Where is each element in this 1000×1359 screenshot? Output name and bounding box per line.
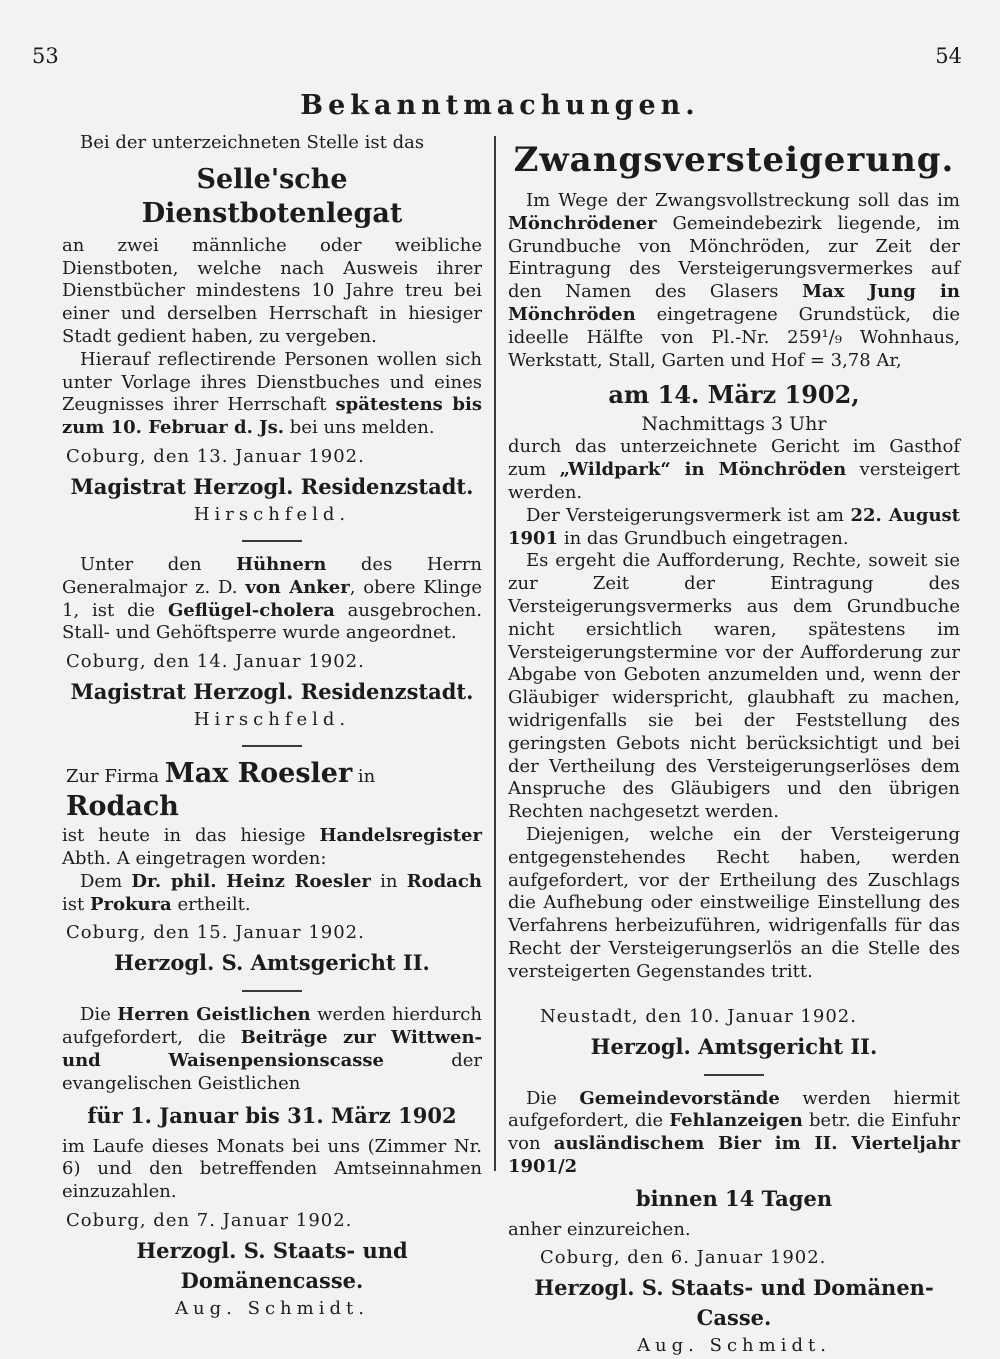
emphasis-text: Geflügel-cholera [168,600,335,621]
dateline: Coburg, den 7. Januar 1902. [66,1208,482,1234]
emphasis-text: Rodach [407,871,482,892]
notice-title: Selle'sche Dienstbotenlegat [62,163,482,231]
body-text: werden hiermit aufgefordert, die [508,1088,960,1132]
emphasis-text: Dr. phil. Heinz Roesler [131,871,371,892]
authority: Herzogl. Amtsgericht II. [508,1032,960,1062]
notice-body [62,825,482,871]
auction-date: am 14. März 1902, [508,380,960,410]
notice-body [508,505,960,551]
body-text: Gemeindebezirk liegende, im Grundbuche von Mönchröden, zur Zeit der Eintragung des Versteigerungsvermerkes auf den Namen des Glasers [508,213,960,302]
notice-body [62,871,482,917]
page-number-left: 53 [32,44,59,68]
notice-body: Diejenigen, welche ein der Versteigerung entgegenstehendes Recht haben, werden aufgefordert, vor der Ertheilung des Zuschlags die Aufhebung oder einstweilige Einstellung des Verfahrens herbeizuführen, widrigenfalls für das Recht der Versteigerungserlös an die Stelle des versteigerten Gegenstandes tritt. [508,824,960,984]
separator [242,990,302,992]
body-text: Die [80,1004,111,1025]
dateline: Coburg, den 15. Januar 1902. [66,920,482,946]
body-text: durch das unterzeichnete Gericht im Gasthof zum [508,436,960,480]
authority: Herzogl. S. Staats- und Domänen-Casse. [508,1273,960,1333]
notice-title: Zwangsversteigerung. [508,138,960,182]
period-line: für 1. Januar bis 31. März 1902 [62,1102,482,1130]
body-text: ausgebrochen. Stall- und Gehöftsperre wurde angeordnet. [62,600,482,644]
emphasis-text: von Anker [245,577,349,598]
body-text: Der Versteigerungsvermerk ist am [526,505,844,526]
notice-body: anher einzureichen. [508,1219,960,1242]
body-text: Zur Firma [66,766,159,787]
emphasis-text: Fehlanzeigen [669,1110,803,1131]
page-number-right: 54 [935,44,962,68]
left-column [62,132,482,1322]
notice-body [508,436,960,504]
authority: Magistrat Herzogl. Residenzstadt. [62,472,482,502]
body-text: in das Grundbuch eingetragen. [564,528,849,549]
signer: Hirschfeld. [62,502,482,528]
body-text: Unter den [80,554,202,575]
body-text: Dem [80,871,122,892]
body-text: in [380,871,397,892]
body-text: betr. die Einfuhr von [508,1110,960,1154]
notice-zwangsversteigerung [508,138,960,1062]
separator [704,1074,764,1076]
auction-time: Nachmittags 3 Uhr [508,412,960,436]
body-text: Hierauf reflectirende Personen wollen sich unter Vorlage ihres Dienstbuches und eines Zeugnisses ihrer Herrschaft [62,349,482,416]
firm-name: Max Roesler [165,758,352,789]
notice-gemeindevorstaende [508,1088,960,1359]
emphasis-text: ausländischem Bier im II. Vierteljahr 1901/2 [508,1133,960,1177]
separator [242,745,302,747]
notice-body: Es ergeht die Aufforderung, Rechte, soweit sie zur Zeit der Eintragung des Versteigerungsvermerks aus dem Grundbuche nicht ersichtlich waren, spätestens im Versteigerungstermine vor der Aufforderung zur Abgabe von Geboten anzumelden und, wenn der Gläubiger widerspricht, glaubhaft zu machen, widrigenfalls sie bei der Feststellung des geringsten Gebots nicht berücksichtigt und bei der Vertheilung des Versteigerungserlöses dem Anspruche des Gläubigers und den übrigen Rechten nachgesetzt werden. [508,550,960,824]
signer: Aug. Schmidt. [508,1333,960,1359]
body-text: Im Wege der Zwangsvollstreckung soll das im [526,190,960,211]
body-text: Die [526,1088,557,1109]
spacer [508,984,960,1000]
body-text: eingetragene Grundstück, die ideelle Hälfte von Pl.-Nr. 259¹/₉ Wohnhaus, Werkstatt, Stall, Garten und Hof = 3,78 Ar, [508,304,960,371]
notice-gefluegelcholera [62,554,482,733]
notice-body [62,349,482,440]
emphasis-text: Hühnern [236,554,326,575]
firm-line [62,759,482,825]
deadline-text: spätestens bis zum 10. Februar d. Js. [62,394,482,438]
notice-intro: Bei der unterzeichneten Stelle ist das [62,132,482,155]
emphasis-text: Gemeindevorstände [579,1088,779,1109]
emphasis-text: Max Jung in Mönchröden [508,281,960,325]
notice-body [62,554,482,645]
authority: Herzogl. S. Staats- und Domänencasse. [62,1236,482,1296]
body-text: des Herrn Generalmajor z. D. [62,554,482,598]
body-text: ertheilt. [177,894,250,915]
body-text: ist [62,894,84,915]
notice-body: an zwei männliche oder weibliche Dienstboten, welche nach Ausweis ihrer Dienstbücher mindestens 10 Jahre treu bei einer und derselben Herrschaft in hiesiger Stadt gedient haben, zu vergeben. [62,235,482,349]
notice-body: im Laufe dieses Monats bei uns (Zimmer Nr. 6) und den betreffenden Amtseinnahmen einzuzahlen. [62,1136,482,1204]
notice-pensionscasse [62,1004,482,1322]
notice-body [508,190,960,372]
emphasis-text: 22. August 1901 [508,505,960,549]
dateline: Neustadt, den 10. Januar 1902. [540,1004,960,1030]
separator [242,540,302,542]
signer: Hirschfeld. [62,707,482,733]
firm-place: Rodach [66,791,179,822]
emphasis-text: Herren Geistlichen [117,1004,310,1025]
main-heading: Bekanntmachungen. [0,90,1000,121]
body-text: der evangelischen Geistlichen [62,1050,482,1094]
body-text: bei uns melden. [290,417,435,438]
deadline-line: binnen 14 Tagen [508,1185,960,1213]
authority: Herzogl. S. Amtsgericht II. [62,948,482,978]
body-text: Abth. A eingetragen worden: [62,848,326,869]
dateline: Coburg, den 13. Januar 1902. [66,444,482,470]
notice-body [508,1088,960,1179]
column-divider [494,136,496,1171]
emphasis-text: „Wildpark“ in Mönchröden [560,459,847,480]
emphasis-text: Beiträge zur Wittwen- und Waisenpensionscasse [62,1027,482,1071]
notice-handelsregister [62,759,482,978]
emphasis-text: Mönchrödener [508,213,657,234]
signer: Aug. Schmidt. [62,1296,482,1322]
right-column [508,132,960,1359]
emphasis-text: Prokura [90,894,172,915]
emphasis-text: Handelsregister [319,825,482,846]
body-text: versteigert werden. [508,459,960,503]
body-text: ist heute in das hiesige [62,825,306,846]
body-text: werden hierdurch aufgefordert, die [62,1004,482,1048]
notice-body [62,1004,482,1095]
body-text: in [358,766,375,787]
body-text: , obere Klinge 1, ist die [62,577,482,621]
notice-dienstbotenlegat [62,132,482,528]
dateline: Coburg, den 6. Januar 1902. [540,1245,960,1271]
authority: Magistrat Herzogl. Residenzstadt. [62,677,482,707]
dateline: Coburg, den 14. Januar 1902. [66,649,482,675]
